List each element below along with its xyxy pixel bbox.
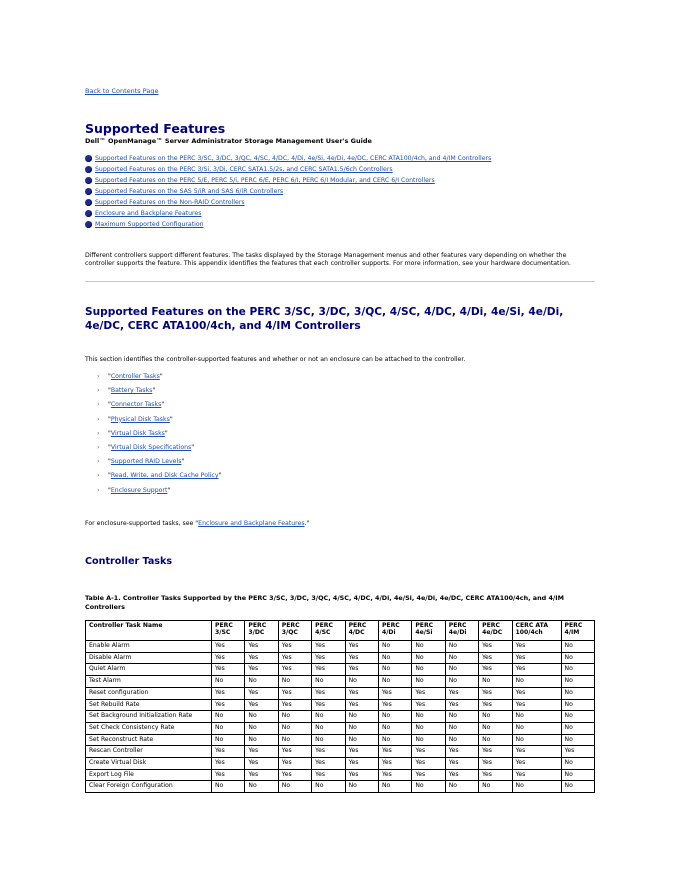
back-to-contents-link[interactable]: Back to Contents Page (85, 87, 159, 95)
support-cell: Yes (513, 700, 561, 711)
support-cell: Yes (412, 688, 444, 699)
support-cell: Yes (513, 641, 561, 652)
support-cell: Yes (279, 758, 311, 769)
support-cell: No (279, 676, 311, 687)
support-cell: Yes (245, 688, 277, 699)
support-cell: No (279, 735, 311, 746)
support-cell: No (479, 781, 511, 792)
support-cell: No (562, 711, 594, 722)
support-cell: Yes (513, 746, 561, 757)
support-cell: No (245, 676, 277, 687)
support-cell: Yes (562, 746, 594, 757)
arrow-icon: › (97, 373, 100, 380)
list-item: › " Read, Write, and Disk Cache Policy " (97, 472, 222, 480)
section-link-enclosure-support[interactable]: Enclosure Support (110, 486, 168, 494)
support-cell: No (562, 676, 594, 687)
section-link-cache-policy[interactable]: Read, Write, and Disk Cache Policy (110, 472, 219, 480)
list-item: › " Virtual Disk Tasks " (97, 429, 168, 437)
list-item: › " Controller Tasks " (97, 373, 163, 380)
table-row (86, 746, 594, 757)
section-link-battery-tasks[interactable]: Battery Tasks (110, 387, 153, 395)
task-name-cell: Create Virtual Disk (86, 758, 211, 769)
list-item: › " Supported RAID Levels " (97, 458, 185, 466)
column-header: PERC 3/QC (279, 621, 311, 640)
list-item: › " Physical Disk Tasks " (97, 415, 173, 423)
support-cell: No (212, 676, 244, 687)
table-row (86, 735, 594, 746)
column-header: PERC 4/DC (346, 621, 378, 640)
support-cell: No (479, 735, 511, 746)
toc-link[interactable]: Supported Features on the PERC 3/Si, 3/Di, CERC SATA1.5/2s, and CERC SATA1.5/6ch Controllers (95, 166, 393, 173)
support-cell: No (562, 758, 594, 769)
toc-item (85, 197, 491, 208)
column-header: PERC 4e/Di (446, 621, 478, 640)
task-name-cell: Rescan Controller (86, 746, 211, 757)
support-cell: No (513, 735, 561, 746)
support-cell: Yes (212, 664, 244, 675)
support-cell: No (245, 781, 277, 792)
table-row (86, 723, 594, 734)
support-cell: No (412, 641, 444, 652)
support-cell: Yes (312, 688, 344, 699)
bullet-icon (85, 188, 92, 195)
support-cell: Yes (379, 758, 411, 769)
support-cell: No (212, 781, 244, 792)
support-cell: Yes (212, 653, 244, 664)
arrow-icon: › (97, 472, 100, 480)
task-name-cell: Enable Alarm (86, 641, 211, 652)
task-name-cell: Set Rebuild Rate (86, 700, 211, 711)
task-name-cell: Clear Foreign Configuration (86, 781, 211, 792)
support-cell: No (562, 641, 594, 652)
bullet-icon (85, 177, 92, 184)
support-cell: Yes (212, 700, 244, 711)
support-cell: No (379, 653, 411, 664)
support-cell: Yes (312, 746, 344, 757)
support-cell: Yes (379, 770, 411, 781)
support-cell: Yes (212, 688, 244, 699)
support-cell: Yes (312, 758, 344, 769)
table-of-contents (85, 153, 491, 230)
support-cell: Yes (346, 700, 378, 711)
toc-link[interactable]: Supported Features on the Non-RAID Controllers (95, 199, 245, 206)
support-cell: No (562, 653, 594, 664)
section-link-list (97, 373, 221, 501)
support-cell: No (346, 676, 378, 687)
support-cell: Yes (479, 700, 511, 711)
support-cell: No (346, 735, 378, 746)
support-cell: No (446, 735, 478, 746)
support-cell: Yes (346, 653, 378, 664)
support-cell: No (412, 711, 444, 722)
support-cell: Yes (446, 688, 478, 699)
support-cell: No (279, 723, 311, 734)
enclosure-note: For enclosure-supported tasks, see "Enclosure and Backplane Features." (85, 520, 310, 527)
support-cell: Yes (412, 746, 444, 757)
toc-link[interactable]: Supported Features on the SAS 5/iR and SAS 6/iR Controllers (95, 188, 284, 195)
list-item: › " Virtual Disk Specifications " (97, 443, 195, 451)
section-link-physical-disk-tasks[interactable]: Physical Disk Tasks (110, 415, 170, 423)
support-cell: No (513, 723, 561, 734)
table-row (86, 664, 594, 675)
support-cell: No (212, 735, 244, 746)
toc-item (85, 186, 491, 197)
bullet-icon (85, 199, 92, 206)
support-cell: No (562, 700, 594, 711)
toc-item (85, 164, 491, 175)
table-row (86, 641, 594, 652)
toc-item (85, 175, 491, 186)
support-cell: No (562, 781, 594, 792)
support-cell: No (446, 781, 478, 792)
controller-tasks-heading: Controller Tasks (85, 556, 173, 567)
arrow-icon: › (97, 486, 100, 494)
support-cell: Yes (279, 700, 311, 711)
support-cell: No (279, 711, 311, 722)
support-cell: No (312, 676, 344, 687)
table-row (86, 700, 594, 711)
column-header: PERC 4/IM (562, 621, 594, 640)
arrow-icon: › (97, 458, 100, 466)
table-row (86, 770, 594, 781)
support-cell: Yes (513, 664, 561, 675)
section-link-virtual-disk-specifications[interactable]: Virtual Disk Specifications (110, 443, 192, 451)
column-header: PERC 4e/DC (479, 621, 511, 640)
support-cell: Yes (279, 770, 311, 781)
column-header: Controller Task Name (86, 621, 211, 640)
support-cell: No (346, 781, 378, 792)
task-name-cell: Disable Alarm (86, 653, 211, 664)
toc-link[interactable]: Supported Features on the PERC 5/E, PERC 5/i, PERC 6/E, PERC 6/I, PERC 6/I Modular, and CERC 6/I Controllers (95, 177, 435, 184)
enclosure-features-link[interactable]: Enclosure and Backplane Features (198, 520, 305, 527)
support-cell: Yes (446, 700, 478, 711)
support-cell: Yes (279, 641, 311, 652)
support-cell: No (312, 735, 344, 746)
support-cell: Yes (479, 770, 511, 781)
support-cell: Yes (379, 700, 411, 711)
support-cell: Yes (245, 653, 277, 664)
support-cell: Yes (379, 688, 411, 699)
support-cell: Yes (245, 664, 277, 675)
column-header: PERC 3/DC (245, 621, 277, 640)
support-cell: No (379, 664, 411, 675)
support-cell: No (346, 711, 378, 722)
support-cell: Yes (346, 770, 378, 781)
support-cell: Yes (279, 653, 311, 664)
support-cell: Yes (379, 746, 411, 757)
support-cell: No (412, 664, 444, 675)
support-cell: Yes (479, 746, 511, 757)
toc-link[interactable]: Maximum Supported Configuration (95, 221, 204, 228)
toc-item (85, 153, 491, 164)
bullet-icon (85, 210, 92, 217)
support-cell: No (346, 723, 378, 734)
task-name-cell: Test Alarm (86, 676, 211, 687)
support-cell: No (212, 723, 244, 734)
support-cell: No (479, 723, 511, 734)
support-cell: Yes (479, 688, 511, 699)
support-cell: No (412, 735, 444, 746)
support-cell: Yes (346, 688, 378, 699)
support-cell: No (412, 676, 444, 687)
support-cell: Yes (312, 664, 344, 675)
task-name-cell: Quiet Alarm (86, 664, 211, 675)
table-row (86, 781, 594, 792)
support-cell: Yes (312, 653, 344, 664)
task-name-cell: Set Background Initialization Rate (86, 711, 211, 722)
support-cell: No (513, 781, 561, 792)
support-cell: Yes (479, 641, 511, 652)
support-cell: No (379, 781, 411, 792)
table-row (86, 711, 594, 722)
support-cell: Yes (245, 641, 277, 652)
table-caption: Table A-1. Controller Tasks Supported by the PERC 3/SC, 3/DC, 3/QC, 4/SC, 4/DC, 4/Di, 4e/Si, 4e/Di, 4e/DC, CERC ATA100/4ch, and 4/IM Controllers (85, 594, 564, 611)
support-cell: No (562, 664, 594, 675)
page-title: Supported Features (85, 121, 226, 136)
support-cell: No (412, 781, 444, 792)
support-cell: No (446, 641, 478, 652)
arrow-icon: › (97, 443, 100, 451)
support-cell: Yes (279, 746, 311, 757)
support-cell: Yes (513, 758, 561, 769)
support-cell: No (279, 781, 311, 792)
list-item: › " Enclosure Support " (97, 486, 171, 494)
support-cell: Yes (245, 700, 277, 711)
support-cell: Yes (279, 664, 311, 675)
column-header: PERC 4e/Si (412, 621, 444, 640)
task-name-cell: Reset configuration (86, 688, 211, 699)
support-cell: No (562, 770, 594, 781)
support-cell: No (245, 723, 277, 734)
page-subtitle: Dell™ OpenManage™ Server Administrator Storage Management User's Guide (85, 137, 372, 145)
column-header: PERC 3/SC (212, 621, 244, 640)
list-item: › " Connector Tasks " (97, 401, 165, 409)
support-cell: No (379, 676, 411, 687)
support-cell: Yes (346, 758, 378, 769)
support-cell: No (562, 723, 594, 734)
support-cell: Yes (245, 758, 277, 769)
support-cell: No (412, 723, 444, 734)
section-link-connector-tasks[interactable]: Connector Tasks (110, 401, 162, 409)
arrow-icon: › (97, 401, 100, 409)
support-cell: Yes (312, 641, 344, 652)
support-cell: Yes (446, 770, 478, 781)
support-cell: No (446, 676, 478, 687)
intro-paragraph: Different controllers support different features. The tasks displayed by the Storage Management menus and other features vary depending on whether the controller supports the feature. This appendix identifies the features that each controller supports. For more information, see your hardware documentation. (85, 252, 571, 267)
section-link-supported-raid-levels[interactable]: Supported RAID Levels (110, 458, 182, 466)
support-cell: No (446, 723, 478, 734)
toc-item (85, 208, 491, 219)
support-cell: Yes (312, 770, 344, 781)
task-name-cell: Set Reconstruct Rate (86, 735, 211, 746)
support-cell: No (245, 735, 277, 746)
support-cell: No (379, 711, 411, 722)
task-name-cell: Set Check Consistency Rate (86, 723, 211, 734)
support-cell: Yes (245, 770, 277, 781)
support-cell: No (212, 711, 244, 722)
arrow-icon: › (97, 415, 100, 423)
section-description: This section identifies the controller-supported features and whether or not an enclosure can be attached to the controller. (85, 356, 466, 363)
list-item: › " Battery Tasks " (97, 387, 156, 395)
section-heading: Supported Features on the PERC 3/SC, 3/DC, 3/QC, 4/SC, 4/DC, 4/Di, 4e/Si, 4e/Di, 4e/DC, CERC ATA100/4ch, and 4/IM Controllers (85, 306, 564, 332)
bullet-icon (85, 155, 92, 162)
toc-link[interactable]: Enclosure and Backplane Features (95, 210, 202, 217)
support-cell: No (479, 676, 511, 687)
support-cell: Yes (412, 758, 444, 769)
section-link-controller-tasks[interactable]: Controller Tasks (110, 373, 160, 380)
support-cell: No (479, 711, 511, 722)
support-cell: No (379, 735, 411, 746)
support-cell: Yes (412, 700, 444, 711)
support-cell: Yes (346, 746, 378, 757)
support-cell: No (312, 781, 344, 792)
column-header: CERC ATA 100/4ch (513, 621, 561, 640)
task-name-cell: Export Log File (86, 770, 211, 781)
table-row (86, 676, 594, 687)
toc-link[interactable]: Supported Features on the PERC 3/SC, 3/DC, 3/QC, 4/SC, 4/DC, 4/Di, 4e/Si, 4e/Di, 4e/DC, CERC ATA100/4ch, and 4/IM Controllers (95, 155, 492, 162)
support-cell: No (446, 711, 478, 722)
support-cell: No (312, 723, 344, 734)
support-cell: Yes (212, 758, 244, 769)
support-cell: Yes (212, 746, 244, 757)
support-cell: No (446, 664, 478, 675)
support-cell: No (562, 688, 594, 699)
table-header-row (86, 621, 594, 640)
support-cell: No (412, 653, 444, 664)
support-cell: Yes (245, 746, 277, 757)
support-cell: Yes (279, 688, 311, 699)
support-cell: Yes (446, 746, 478, 757)
support-cell: No (513, 676, 561, 687)
column-header: PERC 4/SC (312, 621, 344, 640)
table-row (86, 653, 594, 664)
support-cell: No (312, 711, 344, 722)
support-cell: Yes (479, 758, 511, 769)
column-header: PERC 4/Di (379, 621, 411, 640)
support-cell: Yes (513, 688, 561, 699)
table-row (86, 688, 594, 699)
support-cell: No (446, 653, 478, 664)
support-cell: No (245, 711, 277, 722)
support-cell: No (513, 711, 561, 722)
support-cell: Yes (446, 758, 478, 769)
support-cell: Yes (212, 770, 244, 781)
arrow-icon: › (97, 429, 100, 437)
support-cell: Yes (346, 664, 378, 675)
table-row (86, 758, 594, 769)
controller-tasks-table (85, 620, 595, 793)
support-cell: Yes (212, 641, 244, 652)
support-cell: Yes (346, 641, 378, 652)
support-cell: Yes (412, 770, 444, 781)
support-cell: Yes (479, 653, 511, 664)
bullet-icon (85, 221, 92, 228)
section-link-virtual-disk-tasks[interactable]: Virtual Disk Tasks (110, 429, 165, 437)
arrow-icon: › (97, 387, 100, 395)
support-cell: Yes (513, 770, 561, 781)
bullet-icon (85, 166, 92, 173)
support-cell: Yes (312, 700, 344, 711)
support-cell: Yes (479, 664, 511, 675)
toc-item (85, 219, 491, 230)
support-cell: No (562, 735, 594, 746)
support-cell: Yes (513, 653, 561, 664)
section-divider (85, 281, 595, 282)
support-cell: No (379, 723, 411, 734)
support-cell: No (379, 641, 411, 652)
